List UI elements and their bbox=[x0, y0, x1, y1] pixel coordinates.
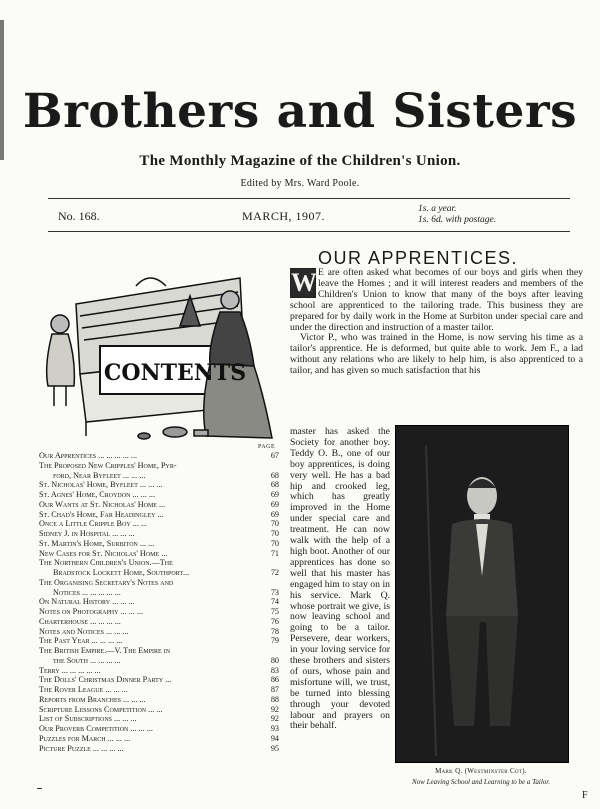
toc-page-header: PAGE bbox=[258, 444, 276, 450]
toc-entry bbox=[39, 617, 279, 627]
toc-entry-title: The British Empire.—V. The Empire in bbox=[39, 646, 171, 655]
header-rule-top bbox=[48, 198, 570, 199]
toc-entry bbox=[39, 529, 279, 539]
toc-entry bbox=[39, 666, 279, 676]
toc-entry-page: 94 bbox=[270, 733, 279, 743]
toc-entry-title: Reports from Branches ... ... ... bbox=[39, 694, 146, 704]
toc-entry-title: On Natural History ... ... ... bbox=[39, 597, 135, 607]
toc-entry bbox=[39, 627, 279, 637]
toc-entry bbox=[39, 568, 279, 578]
table-of-contents bbox=[39, 451, 279, 753]
toc-entry bbox=[39, 714, 279, 724]
toc-entry-title: Charterhouse ... ... ... ... bbox=[39, 616, 121, 626]
toc-entry bbox=[39, 490, 279, 500]
toc-entry-title: Sidney J. in Hospital ... ... ... bbox=[39, 529, 135, 538]
toc-entry bbox=[39, 734, 279, 744]
toc-entry-page: 74 bbox=[270, 597, 279, 607]
toc-entry-page: 93 bbox=[270, 724, 279, 733]
toc-entry-page: 92 bbox=[270, 704, 279, 714]
toc-entry bbox=[39, 636, 279, 646]
editor-line: Edited by Mrs. Ward Poole. bbox=[240, 178, 360, 189]
toc-entry-title: Notices ... ... ... ... ... bbox=[53, 587, 121, 597]
magazine-subtitle: The Monthly Magazine of the Children's Union. bbox=[139, 153, 461, 169]
toc-entry bbox=[39, 539, 279, 549]
toc-entry bbox=[39, 744, 279, 754]
toc-entry-title: The Rover League ... ... ... bbox=[39, 685, 128, 694]
toc-entry-page: 70 bbox=[270, 538, 279, 548]
toc-entry-page: 78 bbox=[270, 626, 279, 636]
toc-entry bbox=[39, 510, 279, 520]
toc-entry-page: 73 bbox=[270, 587, 279, 597]
article-title: OUR APPRENTICES. bbox=[318, 248, 519, 268]
toc-entry bbox=[39, 724, 279, 734]
portrait-silhouette bbox=[396, 426, 568, 762]
toc-entry-title: Puzzles for March ... ... ... bbox=[39, 733, 131, 743]
price-postage: 1s. 6d. with postage. bbox=[418, 215, 497, 225]
toc-entry bbox=[39, 558, 279, 568]
toc-entry bbox=[39, 549, 279, 559]
toc-entry bbox=[39, 705, 279, 715]
toc-entry-title: Our Proverb Competition ... ... ... bbox=[39, 724, 153, 733]
toc-entry bbox=[39, 685, 279, 695]
issue-date: MARCH, 1907. bbox=[242, 209, 326, 223]
toc-entry-page: 92 bbox=[270, 714, 279, 724]
toc-entry-page: 67 bbox=[270, 451, 279, 460]
toc-entry-title: Picture Puzzle ... ... ... ... bbox=[39, 743, 124, 753]
article-column bbox=[290, 427, 390, 732]
toc-entry-page: 86 bbox=[270, 675, 279, 685]
toc-entry-page: 80 bbox=[270, 655, 279, 665]
portrait-caption-name: Mark Q. (Westminster Cot). bbox=[435, 767, 527, 775]
toc-entry-title: ford, Near Byfleet ... ... ... bbox=[53, 470, 146, 480]
toc-entry-title: St. Chad's Home, Far Headingley ... bbox=[39, 509, 164, 519]
toc-entry bbox=[39, 695, 279, 705]
toc-entry-page: 83 bbox=[270, 665, 279, 675]
price-yearly: 1s. a year. bbox=[418, 204, 457, 214]
toc-entry-title: St. Agnes' Home, Croydon ... ... ... bbox=[39, 490, 155, 499]
toc-entry bbox=[39, 461, 279, 471]
toc-entry-title: Scripture Lessons Competition ... ... bbox=[39, 704, 163, 714]
toc-entry-page: 68 bbox=[270, 470, 279, 480]
toc-entry-title: The Northern Children's Union.—The bbox=[39, 558, 173, 568]
toc-entry-title: Once a Little Cripple Boy ... ... bbox=[39, 519, 148, 529]
toc-entry bbox=[39, 519, 279, 529]
article-paragraph-1: E are often asked what becomes of our boys and girls when they leave the Homes ; and it will interest readers and members of the Children's Union to know that many of the boys after leaving school are apprenticed to the tailoring trade. This business they are prepared for by daily work in the Home at Surbiton under special care and under the direction and instruction of a master tailor. bbox=[290, 267, 583, 333]
toc-entry-page: 70 bbox=[270, 519, 279, 529]
toc-entry bbox=[39, 675, 279, 685]
toc-entry-page: 69 bbox=[270, 499, 279, 509]
toc-entry-page: 70 bbox=[270, 529, 279, 538]
toc-entry-title: List of Subscriptions ... ... ... bbox=[39, 714, 137, 724]
toc-entry bbox=[39, 451, 279, 461]
toc-entry-title: St. Nicholas' Home, Byfleet ... ... ... bbox=[39, 480, 163, 490]
toc-entry-page: 88 bbox=[270, 694, 279, 704]
magazine-title: Brothers and Sisters bbox=[22, 84, 578, 139]
toc-entry bbox=[39, 471, 279, 481]
toc-entry-title: St. Martin's Home, Surbiton ... ... bbox=[39, 538, 155, 548]
toc-entry-title: New Cases for St. Nicholas' Home ... bbox=[39, 548, 168, 558]
portrait-caption-text: Now Leaving School and Learning to be a Tailor. bbox=[411, 778, 550, 786]
article-column-text: master has asked the Society for another boy. Teddy O. B., one of our boy apprentices, is doing very well. He has a bad hip and crooked leg, which has greatly improved in the Home under special care and treatment. He can now walk with the help of a high boot. Another of our apprentices has done so well that his master has engaged him to stay on in his service. Mark Q. whose portrait we give, is now leaving school and going to be a tailor. Persevere, dear workers, in your loving service for these brothers and sisters of ours, whose pain and misfortune will, we trust, be turned into blessing through your devoted labour and prayers on their behalf. bbox=[290, 426, 390, 732]
toc-entry-page: 69 bbox=[270, 509, 279, 519]
toc-entry bbox=[39, 646, 279, 656]
portrait-photo bbox=[395, 425, 569, 763]
toc-entry-title: The Past Year ... ... ... ... bbox=[39, 636, 123, 646]
contents-sign-text: CONTENTS bbox=[103, 360, 247, 386]
toc-entry-page: 76 bbox=[270, 616, 279, 626]
toc-entry-page: 71 bbox=[270, 548, 279, 558]
toc-entry-title: the South ... ... ... ... bbox=[53, 655, 121, 665]
toc-entry bbox=[39, 500, 279, 510]
toc-entry-title: Our Apprentices ... ... ... ... ... bbox=[39, 451, 138, 460]
toc-entry-title: Terry ... ... ... ... ... bbox=[39, 665, 101, 675]
article-intro bbox=[290, 268, 583, 377]
toc-entry-title: The Organising Secretary's Notes and bbox=[39, 577, 174, 587]
toc-entry-page: 87 bbox=[270, 685, 279, 694]
toc-entry-page: 69 bbox=[270, 490, 279, 499]
issue-number: No. 168. bbox=[58, 209, 100, 223]
toc-entry-page: 72 bbox=[270, 568, 279, 577]
toc-entry-page: 75 bbox=[270, 607, 279, 616]
toc-entry-title: Notes and Notices ... ... ... bbox=[39, 626, 129, 636]
toc-entry bbox=[39, 480, 279, 490]
portrait-figure bbox=[395, 425, 567, 809]
dropcap-letter: W bbox=[291, 268, 317, 297]
margin-dash bbox=[37, 788, 42, 789]
page-corner-mark: F bbox=[582, 790, 588, 801]
toc-entry-page: 79 bbox=[270, 636, 279, 646]
toc-entry bbox=[39, 597, 279, 607]
header-rule-bottom bbox=[48, 231, 570, 232]
toc-entry bbox=[39, 607, 279, 617]
toc-entry bbox=[39, 578, 279, 588]
toc-entry-page: 95 bbox=[270, 743, 279, 753]
toc-entry-title: Our Wants at St. Nicholas' Home ... bbox=[39, 499, 166, 509]
toc-entry bbox=[39, 656, 279, 666]
price-block bbox=[418, 204, 496, 226]
toc-entry-title: Bradstock Lockett Home, Southport... bbox=[53, 568, 190, 577]
toc-entry-page: 68 bbox=[270, 480, 279, 490]
toc-entry-title: The Proposed New Cripples' Home, Pyr- bbox=[39, 460, 177, 470]
toc-entry bbox=[39, 588, 279, 598]
contents-illustration bbox=[40, 256, 284, 446]
toc-entry-title: Notes on Photography ... ... ... bbox=[39, 607, 144, 616]
article-paragraph-2: Victor P., who was trained in the Home, is now serving his time as a tailor's apprentice. He is deformed, but quite able to work. Jem F., a lad without any relations who are likely to help him, is also apprenticed to a tailor, and has given so much satisfaction that his bbox=[290, 332, 583, 377]
toc-entry-title: The Dolls' Christmas Dinner Party ... bbox=[39, 675, 172, 685]
